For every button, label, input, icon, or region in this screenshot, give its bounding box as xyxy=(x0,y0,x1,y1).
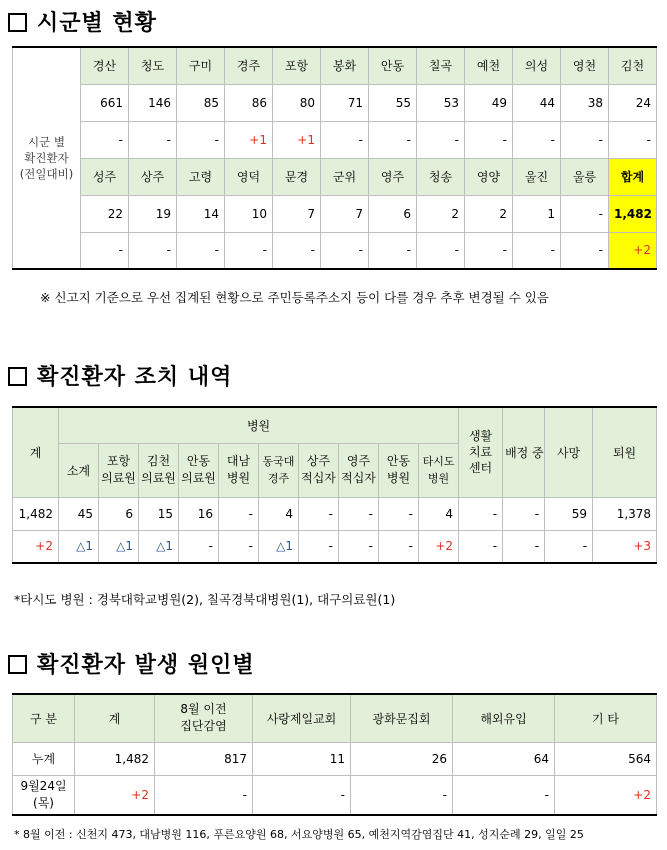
city-name: 울릉 xyxy=(561,158,609,195)
cell: 16 xyxy=(179,497,219,530)
total-change: +2 xyxy=(609,232,657,269)
table-row xyxy=(13,694,657,742)
city-count: 19 xyxy=(129,195,177,232)
city-name: 김천 xyxy=(609,47,657,84)
city-change: - xyxy=(177,121,225,158)
sub-header: 타시도 병원 xyxy=(419,443,459,497)
city-change: - xyxy=(129,121,177,158)
cell: - xyxy=(379,530,419,563)
header-church: 사랑제일교회 xyxy=(253,694,351,742)
city-count: 80 xyxy=(273,84,321,121)
section-title-city: 시군별 현황 xyxy=(8,6,157,37)
cell: 817 xyxy=(155,742,253,775)
cell: △1 xyxy=(99,530,139,563)
header-discharge: 퇴원 xyxy=(593,407,657,497)
city-name: 경산 xyxy=(81,47,129,84)
city-count: 22 xyxy=(81,195,129,232)
city-count: 1 xyxy=(513,195,561,232)
table-row xyxy=(13,84,657,121)
table-row xyxy=(13,407,657,443)
cell: - xyxy=(299,530,339,563)
sub-header: 영주 적십자 xyxy=(339,443,379,497)
city-name: 성주 xyxy=(81,158,129,195)
checkbox-square-icon xyxy=(8,655,27,674)
city-name: 예천 xyxy=(465,47,513,84)
city-count: 55 xyxy=(369,84,417,121)
cell: - xyxy=(219,497,259,530)
cell: - xyxy=(503,497,545,530)
table-row xyxy=(13,121,657,158)
total-label: 합계 xyxy=(609,158,657,195)
header-center: 생활 치료 센터 xyxy=(459,407,503,497)
city-name: 상주 xyxy=(129,158,177,195)
city-change: - xyxy=(513,232,561,269)
city-change: - xyxy=(81,121,129,158)
city-name: 문경 xyxy=(273,158,321,195)
cell: 564 xyxy=(555,742,657,775)
cell: 11 xyxy=(253,742,351,775)
cell: 4 xyxy=(259,497,299,530)
cell: - xyxy=(459,530,503,563)
cell: 1,482 xyxy=(75,742,155,775)
cell: +2 xyxy=(419,530,459,563)
cell: 1,482 xyxy=(13,497,59,530)
header-total: 계 xyxy=(13,407,59,497)
city-change: - xyxy=(417,121,465,158)
city-name: 청송 xyxy=(417,158,465,195)
city-change: - xyxy=(81,232,129,269)
city-name: 영양 xyxy=(465,158,513,195)
header-total: 계 xyxy=(75,694,155,742)
header-hospital: 병원 xyxy=(59,407,459,443)
table-row xyxy=(13,497,657,530)
cell: - xyxy=(339,497,379,530)
section2-note: *타시도 병원 : 경북대학교병원(2), 칠곡경북대병원(1), 대구의료원(1) xyxy=(14,592,396,607)
section1-note: ※ 신고지 기준으로 우선 집계된 현황으로 주민등록주소지 등이 다를 경우 추후 변경될 수 있음 xyxy=(40,290,549,305)
sub-header: 동국대 경주 xyxy=(259,443,299,497)
cell: - xyxy=(339,530,379,563)
section-title-measures: 확진환자 조치 내역 xyxy=(8,360,232,391)
row-label: 9월24일 (목) xyxy=(13,775,75,815)
header-other: 기 타 xyxy=(555,694,657,742)
header-overseas: 해외유입 xyxy=(453,694,555,742)
header-before-aug: 8월 이전 집단감염 xyxy=(155,694,253,742)
cell: - xyxy=(179,530,219,563)
checkbox-square-icon xyxy=(8,367,27,386)
section-title-causes: 확진환자 발생 원인별 xyxy=(8,648,255,679)
city-change: - xyxy=(609,121,657,158)
city-change: +1 xyxy=(225,121,273,158)
city-count: 146 xyxy=(129,84,177,121)
city-count: 44 xyxy=(513,84,561,121)
header-category: 구 분 xyxy=(13,694,75,742)
causes-table xyxy=(12,693,657,816)
sub-header: 소계 xyxy=(59,443,99,497)
cell: - xyxy=(219,530,259,563)
cell: 6 xyxy=(99,497,139,530)
city-count: 38 xyxy=(561,84,609,121)
city-change: - xyxy=(129,232,177,269)
city-count: - xyxy=(561,195,609,232)
city-name: 안동 xyxy=(369,47,417,84)
cell: △1 xyxy=(59,530,99,563)
city-count: 7 xyxy=(321,195,369,232)
table-row xyxy=(13,775,657,815)
city-count: 14 xyxy=(177,195,225,232)
table-row xyxy=(13,158,657,195)
city-change: - xyxy=(465,121,513,158)
sub-header: 상주 적십자 xyxy=(299,443,339,497)
cell: - xyxy=(545,530,593,563)
cell: 4 xyxy=(419,497,459,530)
city-count: 2 xyxy=(465,195,513,232)
city-name: 봉화 xyxy=(321,47,369,84)
cell: +2 xyxy=(13,530,59,563)
cell: △1 xyxy=(259,530,299,563)
total-count: 1,482 xyxy=(609,195,657,232)
city-name: 영천 xyxy=(561,47,609,84)
city-name: 영주 xyxy=(369,158,417,195)
city-name: 의성 xyxy=(513,47,561,84)
header-death: 사망 xyxy=(545,407,593,497)
city-name: 울진 xyxy=(513,158,561,195)
cell: - xyxy=(155,775,253,815)
city-count: 7 xyxy=(273,195,321,232)
city-change: - xyxy=(513,121,561,158)
table-row xyxy=(13,232,657,269)
sub-header: 안동 의료원 xyxy=(179,443,219,497)
sub-header: 대남 병원 xyxy=(219,443,259,497)
cell: +2 xyxy=(75,775,155,815)
city-count: 86 xyxy=(225,84,273,121)
city-name: 고령 xyxy=(177,158,225,195)
city-change: - xyxy=(273,232,321,269)
city-count: 24 xyxy=(609,84,657,121)
table-row xyxy=(13,530,657,563)
city-change: - xyxy=(561,232,609,269)
city-change: - xyxy=(321,232,369,269)
city-count: 10 xyxy=(225,195,273,232)
city-count: 85 xyxy=(177,84,225,121)
cell: - xyxy=(453,775,555,815)
table-row xyxy=(13,195,657,232)
header-gwanghwamun: 광화문집회 xyxy=(351,694,453,742)
city-count: 661 xyxy=(81,84,129,121)
checkbox-square-icon xyxy=(8,13,27,32)
city-status-table xyxy=(12,46,657,270)
cell: 64 xyxy=(453,742,555,775)
cell: 45 xyxy=(59,497,99,530)
cell: △1 xyxy=(139,530,179,563)
city-count: 6 xyxy=(369,195,417,232)
cell: - xyxy=(503,530,545,563)
cell: 15 xyxy=(139,497,179,530)
cell: 1,378 xyxy=(593,497,657,530)
city-change: - xyxy=(369,121,417,158)
city-change: - xyxy=(465,232,513,269)
sub-header: 김천 의료원 xyxy=(139,443,179,497)
city-change: - xyxy=(225,232,273,269)
measures-table xyxy=(12,406,657,564)
city-name: 영덕 xyxy=(225,158,273,195)
city-name: 군위 xyxy=(321,158,369,195)
header-assign: 배정 중 xyxy=(503,407,545,497)
city-name: 구미 xyxy=(177,47,225,84)
row-label: 시군 별 확진환자 (전일대비) xyxy=(13,47,81,269)
cell: +3 xyxy=(593,530,657,563)
section3-note: * 8월 이전 : 신천지 473, 대남병원 116, 푸른요양원 68, 서요양병원 65, 예천지역감염집단 41, 성지순례 29, 일일 25 xyxy=(14,828,584,841)
city-count: 49 xyxy=(465,84,513,121)
city-change: - xyxy=(417,232,465,269)
cell: 59 xyxy=(545,497,593,530)
cell: - xyxy=(253,775,351,815)
city-change: - xyxy=(369,232,417,269)
city-count: 71 xyxy=(321,84,369,121)
cell: +2 xyxy=(555,775,657,815)
city-name: 포항 xyxy=(273,47,321,84)
cell: - xyxy=(299,497,339,530)
sub-header: 포항 의료원 xyxy=(99,443,139,497)
city-change: - xyxy=(321,121,369,158)
cell: 26 xyxy=(351,742,453,775)
cell: - xyxy=(459,497,503,530)
table-row xyxy=(13,47,657,84)
city-name: 청도 xyxy=(129,47,177,84)
city-change: - xyxy=(177,232,225,269)
city-name: 칠곡 xyxy=(417,47,465,84)
city-count: 2 xyxy=(417,195,465,232)
table-row xyxy=(13,742,657,775)
city-name: 경주 xyxy=(225,47,273,84)
cell: - xyxy=(379,497,419,530)
row-label: 누계 xyxy=(13,742,75,775)
sub-header: 안동 병원 xyxy=(379,443,419,497)
city-change: +1 xyxy=(273,121,321,158)
city-count: 53 xyxy=(417,84,465,121)
cell: - xyxy=(351,775,453,815)
city-change: - xyxy=(561,121,609,158)
